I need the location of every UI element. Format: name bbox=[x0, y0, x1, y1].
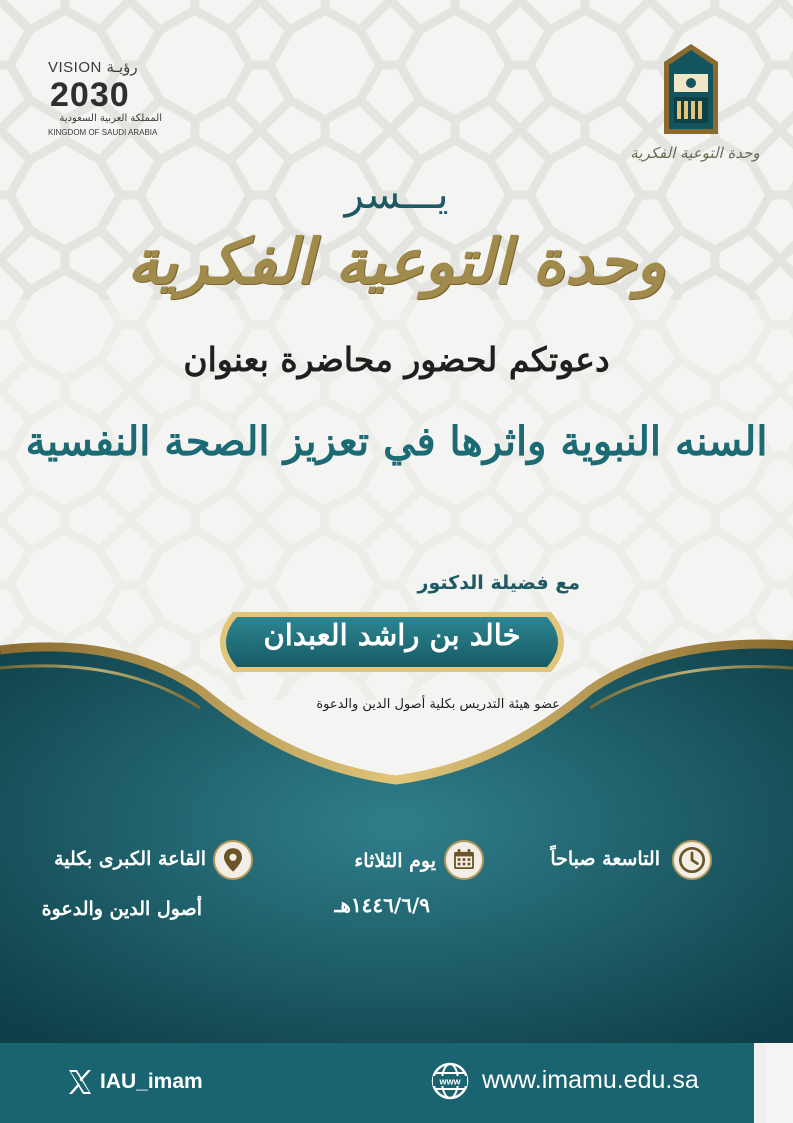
speaker-name: خالد بن راشد العبدان bbox=[263, 618, 521, 652]
calendar-icon bbox=[444, 840, 484, 880]
globe-icon[interactable] bbox=[430, 1061, 470, 1101]
footer-divider bbox=[754, 1043, 766, 1123]
speaker-role: عضو هيئة التدريس بكلية أصول الدين والدعوة bbox=[316, 697, 560, 712]
invitation-text: دعوتكم لحضور محاضرة بعنوان bbox=[183, 340, 610, 379]
vision-label: VISION رؤيـة bbox=[48, 59, 138, 76]
location-pin-icon bbox=[213, 840, 253, 880]
event-time: التاسعة صباحاً bbox=[550, 848, 660, 870]
globe-label: www bbox=[439, 1076, 461, 1087]
event-location-line-2: أصول الدين والدعوة bbox=[41, 898, 202, 920]
clock-icon bbox=[672, 840, 712, 880]
university-logo-icon bbox=[658, 42, 724, 136]
vision-2030-logo bbox=[48, 58, 168, 142]
social-handle-link[interactable]: IAU_imam bbox=[100, 1070, 203, 1093]
vision-english-caption: KINGDOM OF SAUDI ARABIA bbox=[48, 128, 158, 137]
event-date: ١٤٤٦/٦/٩هـ bbox=[334, 893, 430, 917]
x-logo-icon[interactable] bbox=[66, 1067, 94, 1097]
vision-arabic-caption: المملكة العربية السعودية bbox=[59, 113, 162, 124]
yasur-text: يـــسر bbox=[344, 172, 449, 218]
footer-edge bbox=[766, 1043, 793, 1123]
website-link[interactable]: www.imamu.edu.sa bbox=[482, 1066, 699, 1094]
unit-name-heading: وحدة التوعية الفكرية bbox=[127, 225, 666, 298]
event-location-line-1: القاعة الكبرى بكلية bbox=[54, 848, 206, 870]
speaker-prefix: مع فضيلة الدكتور bbox=[417, 572, 580, 594]
unit-logo-caption: وحدة التوعية الفكرية bbox=[630, 144, 760, 162]
event-day: يوم الثلاثاء bbox=[354, 850, 436, 872]
lecture-title: السنه النبوية واثرها في تعزيز الصحة النفسية bbox=[25, 418, 768, 465]
vision-year: 2030 bbox=[50, 76, 130, 114]
